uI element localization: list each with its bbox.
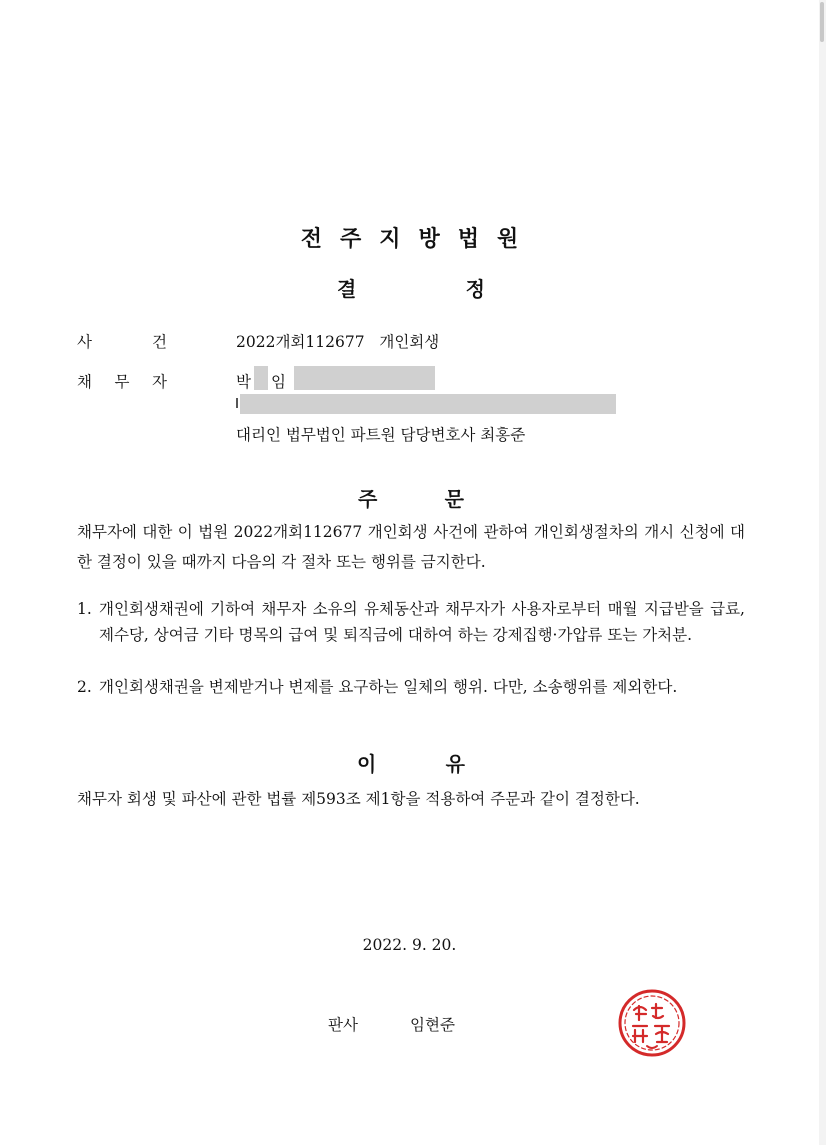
order-item-text: 개인회생채권을 변제받거나 변제를 요구하는 일체의 행위. 다만, 소송행위를 제외한다. [99,678,678,696]
scrollbar[interactable] [819,0,826,1145]
document-title-right: 정 [465,277,485,301]
document-title-left: 결 [337,277,357,301]
court-name: 전주지방법원 [300,227,537,252]
case-label [77,330,167,352]
debtor-label-char: 무 [114,373,130,391]
judge-title: 판사 [328,1016,358,1034]
redaction-name [254,366,268,390]
debtor-agent: 대리인 법무법인 파트원 담당변호사 최홍준 [236,426,526,444]
debtor-name-first: 박 [236,373,251,391]
case-number: 2022개회112677 [236,333,365,351]
order-item-number: 2. [77,678,92,696]
order-item-number: 1. [77,600,92,618]
court-seal-icon [617,988,687,1058]
redaction-id-number [294,366,435,390]
decision-date: 2022. 9. 20. [362,936,457,954]
order-heading [358,483,464,512]
scrollbar-thumb[interactable] [820,2,824,42]
redaction-address [240,394,616,414]
case-value [236,330,439,352]
document-title [337,273,485,302]
reason-heading-right: 유 [445,752,465,776]
order-item-text: 개인회생채권에 기하여 채무자 소유의 유체동산과 채무자가 사용자로부터 매월 지급받을 급료, 제수당, 상여금 기타 명목의 급여 및 퇴직금에 대하여 하는 강제집행·가압류 또는 가처분. [99,600,745,644]
order-heading-left: 주 [358,487,378,511]
debtor-name-last: 임 [270,373,286,391]
reason-heading [357,748,465,777]
case-label-char: 사 [77,333,92,351]
judge-name: 임현준 [410,1016,455,1034]
case-label-char: 건 [152,333,167,351]
order-item [77,674,745,700]
reason-heading-left: 이 [357,752,377,776]
order-heading-right: 문 [444,487,464,511]
debtor-label [77,370,167,392]
reason-text: 채무자 회생 및 파산에 관한 법률 제593조 제1항을 적용하여 주문과 같이 결정한다. [77,790,640,808]
debtor-label-char: 자 [152,373,167,391]
case-type: 개인회생 [379,333,440,351]
address-fragment [236,398,238,408]
order-item [77,596,745,648]
order-text: 채무자에 대한 이 법원 2022개회112677 개인회생 사건에 관하여 개인회생절차의 개시 신청에 대한 결정이 있을 때까지 다음의 각 절차 또는 행위를 금지한다. [77,523,745,571]
debtor-label-char: 채 [77,373,92,391]
